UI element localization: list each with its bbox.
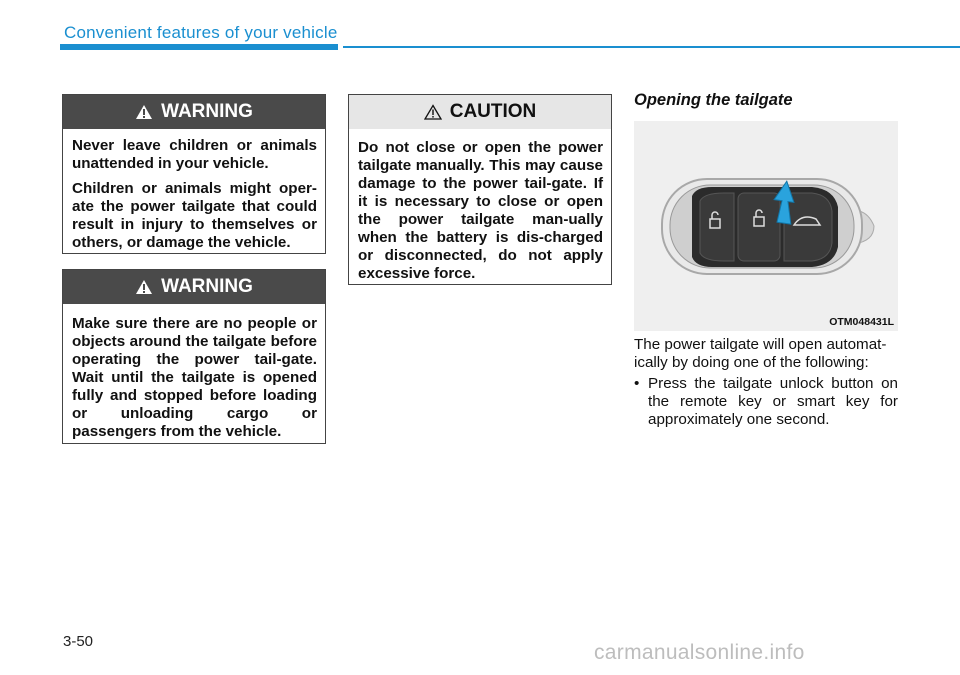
section-title: Opening the tailgate xyxy=(634,91,793,109)
warning-header xyxy=(63,270,325,304)
warning-paragraph: Never leave children or animals unattended in your vehicle. xyxy=(72,137,317,172)
warning-triangle-icon xyxy=(135,104,153,120)
intro-text: The power tailgate will open automat-ically by doing one of the following: xyxy=(634,336,887,371)
caution-heading: CAUTION xyxy=(449,101,537,122)
warning-triangle-icon xyxy=(135,279,153,295)
caution-header xyxy=(349,95,611,129)
caution-box xyxy=(348,94,612,285)
watermark: carmanualsonline.info xyxy=(594,641,805,664)
header-bar-accent xyxy=(60,44,338,50)
figure-label: OTM048431L xyxy=(829,316,894,328)
page-number: 3-50 xyxy=(63,633,94,650)
header-divider xyxy=(343,46,960,48)
warning-paragraph: Children or animals might oper-ate the power tailgate that could result in injury to themselves or others, or damage the vehicle. xyxy=(72,180,317,251)
warning-header xyxy=(63,95,325,129)
warning-heading: WARNING xyxy=(161,101,253,122)
smart-key-figure xyxy=(634,121,898,331)
caution-triangle-icon xyxy=(424,104,442,120)
warning-box-children xyxy=(62,94,326,254)
bullet-text: Press the tailgate unlock button on the remote key or smart key for approximately one second. xyxy=(648,375,898,428)
warning-heading: WARNING xyxy=(161,276,253,297)
caution-paragraph: Do not close or open the power tailgate manually. This may cause damage to the power tail-gate. If it is necessary to close or open the power tailgate man-ually when the battery is dis-charged or disconnected, do not apply excessive force. xyxy=(358,139,603,282)
header-title: Convenient features of your vehicle xyxy=(64,23,338,42)
smart-key-illustration xyxy=(634,121,898,331)
list-item xyxy=(634,375,898,429)
bullet-icon: • xyxy=(634,375,640,392)
warning-box-obstruction xyxy=(62,269,326,444)
warning-paragraph: Make sure there are no people or objects around the tailgate before operating the power tail-gate. Wait until the tailgate is opened fully and stopped before loading or unloading cargo or passengers from the vehicle. xyxy=(72,315,317,440)
